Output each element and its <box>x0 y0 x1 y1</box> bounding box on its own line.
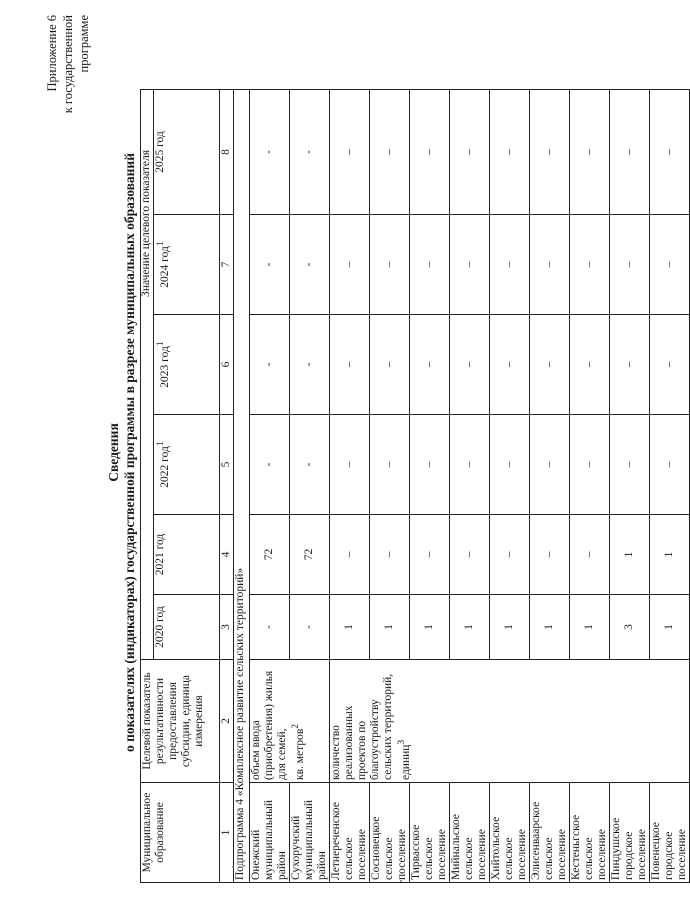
header-target-values <box>141 90 154 660</box>
header-indicator: Целевой показатель результативности предоставления субсидии, единица измерения <box>141 660 220 783</box>
value-cell: – <box>370 215 410 315</box>
municipality-name: Повенецкое городское поселение <box>650 783 690 883</box>
value-cell: – <box>570 415 610 515</box>
municipality-name: Элисенваарское сельское поселение <box>530 783 570 883</box>
value-cell: – <box>410 215 450 315</box>
value-cell: – <box>410 315 450 415</box>
header-municipality: Муниципальное образование <box>141 783 220 883</box>
column-number: 6 <box>220 315 234 415</box>
value-cell: 1 <box>410 595 450 660</box>
value-cell: – <box>330 315 370 415</box>
column-number: 8 <box>220 90 234 215</box>
table-row <box>330 90 370 883</box>
value-cell: – <box>450 215 490 315</box>
value-cell: - <box>290 415 330 515</box>
value-cell: 1 <box>450 595 490 660</box>
header-year: 2025 год <box>154 90 220 215</box>
table-row <box>250 90 290 883</box>
value-cell: 1 <box>650 515 690 595</box>
value-cell: – <box>650 315 690 415</box>
header-target-values-label: Значение целевого показателя <box>140 150 152 297</box>
indicator-projects: количество реализованных проектов по благоустройству сельских территорий, единиц$^3$ <box>330 660 690 783</box>
value-cell: – <box>650 215 690 315</box>
value-cell: – <box>330 515 370 595</box>
appendix-line-1: Приложение 6 <box>45 15 59 92</box>
value-cell: 72 <box>250 515 290 595</box>
footnote-mark: 1 <box>155 441 166 447</box>
value-cell: – <box>410 415 450 515</box>
value-cell: – <box>450 415 490 515</box>
footnote-mark: 1 <box>155 241 166 247</box>
value-cell: - <box>290 90 330 215</box>
column-number: 3 <box>220 595 234 660</box>
value-cell: – <box>330 215 370 315</box>
value-cell: – <box>530 90 570 215</box>
value-cell: – <box>570 90 610 215</box>
column-number-row <box>220 90 234 883</box>
title-line-2: о показателях (индикаторах) государственной программы в разрезе муниципальных образований <box>122 153 137 752</box>
value-cell: – <box>530 315 570 415</box>
value-cell: – <box>410 515 450 595</box>
value-cell: – <box>610 315 650 415</box>
subprogram-title: Подпрограмма 4 «Комплексное развитие сельских территорий» <box>234 90 250 883</box>
value-cell: – <box>370 315 410 415</box>
municipality-name: Сухоручский муниципальный район <box>290 783 330 883</box>
value-cell: - <box>250 595 290 660</box>
value-cell: – <box>490 315 530 415</box>
value-cell: – <box>450 515 490 595</box>
value-cell: - <box>250 215 290 315</box>
header-year: 2021 год <box>154 515 220 595</box>
value-cell: 1 <box>650 595 690 660</box>
footnote-mark: 1 <box>155 341 166 347</box>
value-cell: – <box>410 90 450 215</box>
municipality-name: Хийтольское сельское поселение <box>490 783 530 883</box>
value-cell: – <box>570 315 610 415</box>
value-cell: 3 <box>610 595 650 660</box>
subprogram-row <box>234 90 250 883</box>
header-row-1 <box>141 90 154 883</box>
value-cell: 1 <box>570 595 610 660</box>
indicator-housing: объем ввода (приобретения) жилья для семей, кв. метров$^2$ <box>250 660 330 783</box>
value-cell: 1 <box>330 595 370 660</box>
municipality-name: Пиндушское городское поселение <box>610 783 650 883</box>
header-year: 2023 год$^1$ <box>154 315 220 415</box>
value-cell: – <box>490 515 530 595</box>
column-number: 2 <box>220 660 234 783</box>
value-cell: 1 <box>610 515 650 595</box>
value-cell: – <box>610 215 650 315</box>
value-cell: – <box>450 90 490 215</box>
value-cell: – <box>650 90 690 215</box>
value-cell: – <box>530 415 570 515</box>
value-cell: - <box>250 415 290 515</box>
value-cell: - <box>290 315 330 415</box>
municipality-name: Тирвасское сельское поселение <box>410 783 450 883</box>
municipality-name: Онежский муниципальный район <box>250 783 290 883</box>
municipality-name: Сосновецкое сельское поселение <box>370 783 410 883</box>
header-year: 2020 год <box>154 595 220 660</box>
value-cell: - <box>250 315 290 415</box>
column-number: 5 <box>220 415 234 515</box>
value-cell: – <box>330 415 370 515</box>
value-cell: – <box>650 415 690 515</box>
header-year: 2024 год$^1$ <box>154 215 220 315</box>
value-cell: – <box>490 415 530 515</box>
value-cell: 1 <box>490 595 530 660</box>
scan-speck <box>232 866 234 868</box>
value-cell: – <box>370 90 410 215</box>
title-line-1: Сведения <box>106 423 121 482</box>
scan-speck <box>400 880 402 882</box>
header-year: 2022 год$^1$ <box>154 415 220 515</box>
value-cell: – <box>570 215 610 315</box>
value-cell: - <box>250 90 290 215</box>
value-cell: – <box>490 90 530 215</box>
value-cell: - <box>290 215 330 315</box>
appendix-note <box>44 15 92 165</box>
value-cell: – <box>370 415 410 515</box>
municipality-name: Мийнальское сельское поселение <box>450 783 490 883</box>
indicators-table <box>140 89 690 883</box>
value-cell: – <box>610 90 650 215</box>
value-cell: – <box>610 415 650 515</box>
value-cell: 1 <box>530 595 570 660</box>
column-number: 7 <box>220 215 234 315</box>
municipality-name: Летнереченское сельское поселение <box>330 783 370 883</box>
value-cell: – <box>330 90 370 215</box>
appendix-line-2: к государственной программе <box>61 15 91 114</box>
value-cell: – <box>570 515 610 595</box>
value-cell: – <box>370 515 410 595</box>
column-number: 1 <box>220 783 234 883</box>
municipality-name: Кестеньгское сельское поселение <box>570 783 610 883</box>
value-cell: – <box>490 215 530 315</box>
value-cell: – <box>530 515 570 595</box>
value-cell: – <box>450 315 490 415</box>
value-cell: – <box>530 215 570 315</box>
value-cell: - <box>290 595 330 660</box>
value-cell: 1 <box>370 595 410 660</box>
value-cell: 72 <box>290 515 330 595</box>
column-number: 4 <box>220 515 234 595</box>
